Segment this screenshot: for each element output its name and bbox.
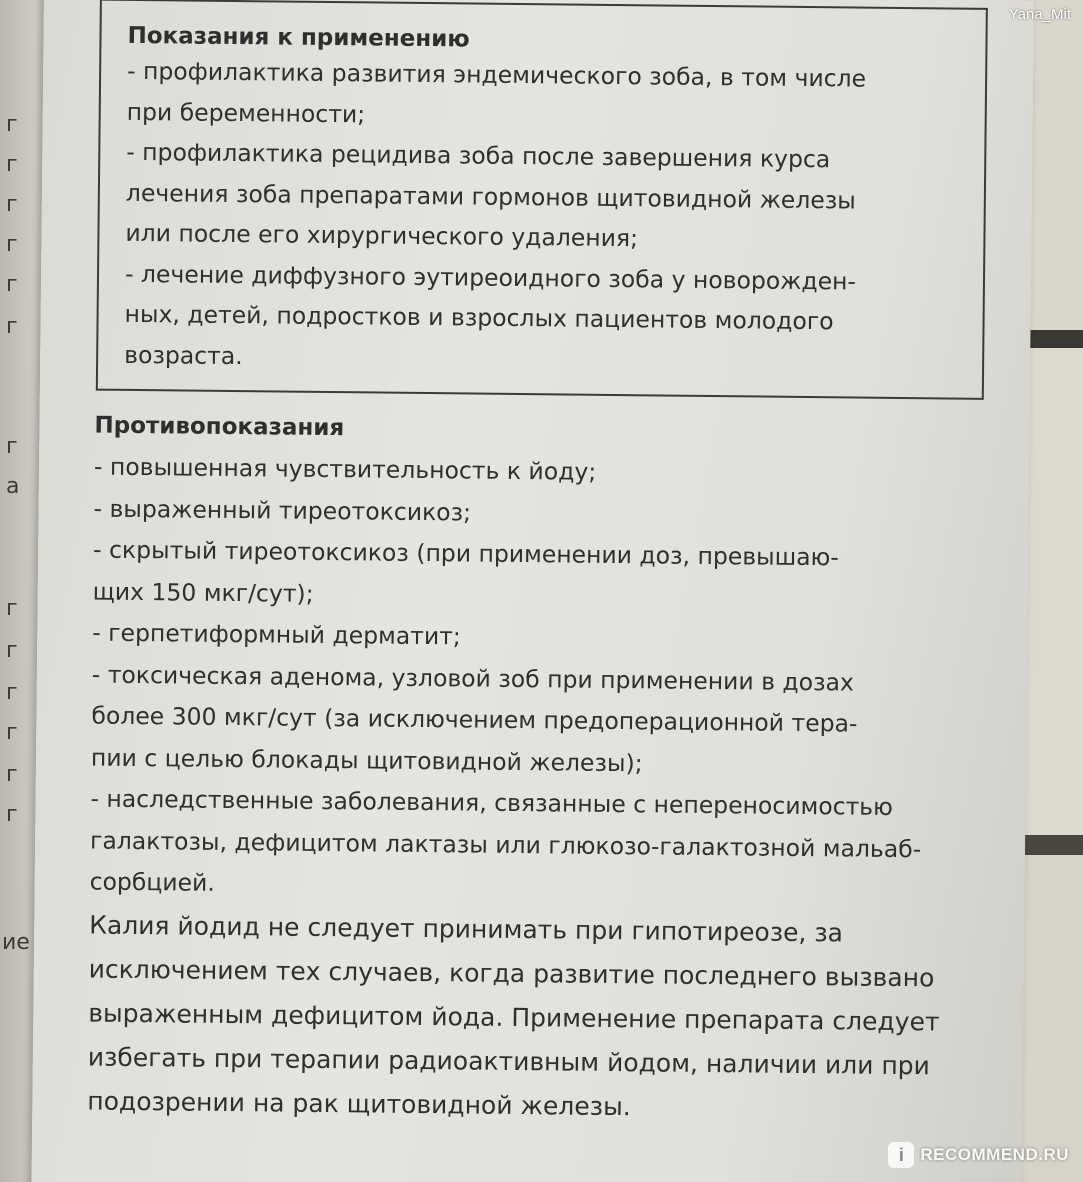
note-line: избегать при терапии радиоактивным йодом, наличии или при (87, 1042, 931, 1080)
indications-line: ных, детей, подростков и взрослых пациентов молодого (124, 299, 834, 336)
leaflet-page (31, 0, 1034, 1182)
indications-line: - профилактика развития эндемического зоба, в том числе (127, 56, 867, 93)
contraindications-line: - выраженный тиреотоксикоз; (93, 494, 472, 526)
contraindications-line: галактозы, дефицитом лактазы или глюкозо-галактозной мальаб- (89, 826, 922, 863)
contraindications-line: пии с целью блокады щитовидной железы); (90, 743, 643, 777)
contraindications-heading: Противопоказания (94, 412, 345, 442)
left-fragment: г (6, 680, 18, 705)
left-fragment: г (6, 152, 18, 177)
indications-line: возраста. (124, 340, 243, 370)
note-line: выраженным дефицитом йода. Применение препарата следует (88, 998, 940, 1036)
contraindications-line: - наследственные заболевания, связанные с непереносимостью (90, 784, 894, 821)
note-line: подозрении на рак щитовидной железы. (87, 1086, 631, 1121)
contraindications-line: - повышенная чувствительность к йоду; (93, 452, 597, 486)
watermark (888, 1142, 1069, 1168)
contraindications-section (87, 411, 994, 1133)
left-fragment: г (6, 112, 18, 137)
indications-line: лечения зоба препаратами гормонов щитовидной железы (125, 178, 856, 215)
indications-box (96, 0, 988, 400)
left-fragment: г (6, 314, 18, 339)
watermark-text: RECOMMEND.RU (920, 1145, 1069, 1164)
left-fragment: г (6, 802, 18, 827)
contraindications-line: щих 150 мкг/сут); (92, 577, 314, 608)
left-fragment: г (6, 720, 18, 745)
indications-line: или после его хирургического удаления; (125, 218, 639, 253)
left-fragment: ие (2, 930, 30, 955)
contraindications-line: - герпетиформный дерматит; (92, 618, 461, 651)
left-fragment: г (6, 762, 18, 787)
left-fragment: а (6, 474, 20, 499)
left-fragment: г (6, 638, 18, 663)
indications-line: при беременности; (126, 97, 366, 128)
left-fragment: г (6, 232, 18, 257)
note-paragraph (87, 903, 989, 1132)
contraindications-line: сорбцией. (89, 867, 215, 897)
indications-heading: Показания к применению (127, 22, 470, 53)
recommend-logo-icon: i (888, 1142, 914, 1168)
note-line: Калия йодид не следует принимать при гипотиреозе, за (89, 910, 844, 947)
indications-line: - лечение диффузного эутиреоидного зоба у новорожден- (124, 259, 857, 296)
contraindications-line: более 300 мкг/сут (за исключением предоперационной тера- (91, 701, 858, 738)
note-line: исключением тех случаев, когда развитие последнего вызвано (88, 954, 935, 992)
author-username: Yana_Mit (1008, 6, 1071, 23)
left-fragment: г (6, 434, 18, 459)
contraindications-line: - токсическая аденома, узловой зоб при применении в дозах (91, 660, 855, 697)
contraindications-line: - скрытый тиреотоксикоз (при применении доз, превышаю- (92, 535, 839, 572)
left-fragment: г (6, 192, 18, 217)
left-fragment: г (6, 272, 18, 297)
indications-line: - профилактика рецидива зоба после завершения курса (126, 137, 831, 174)
left-fragment: г (6, 596, 18, 621)
